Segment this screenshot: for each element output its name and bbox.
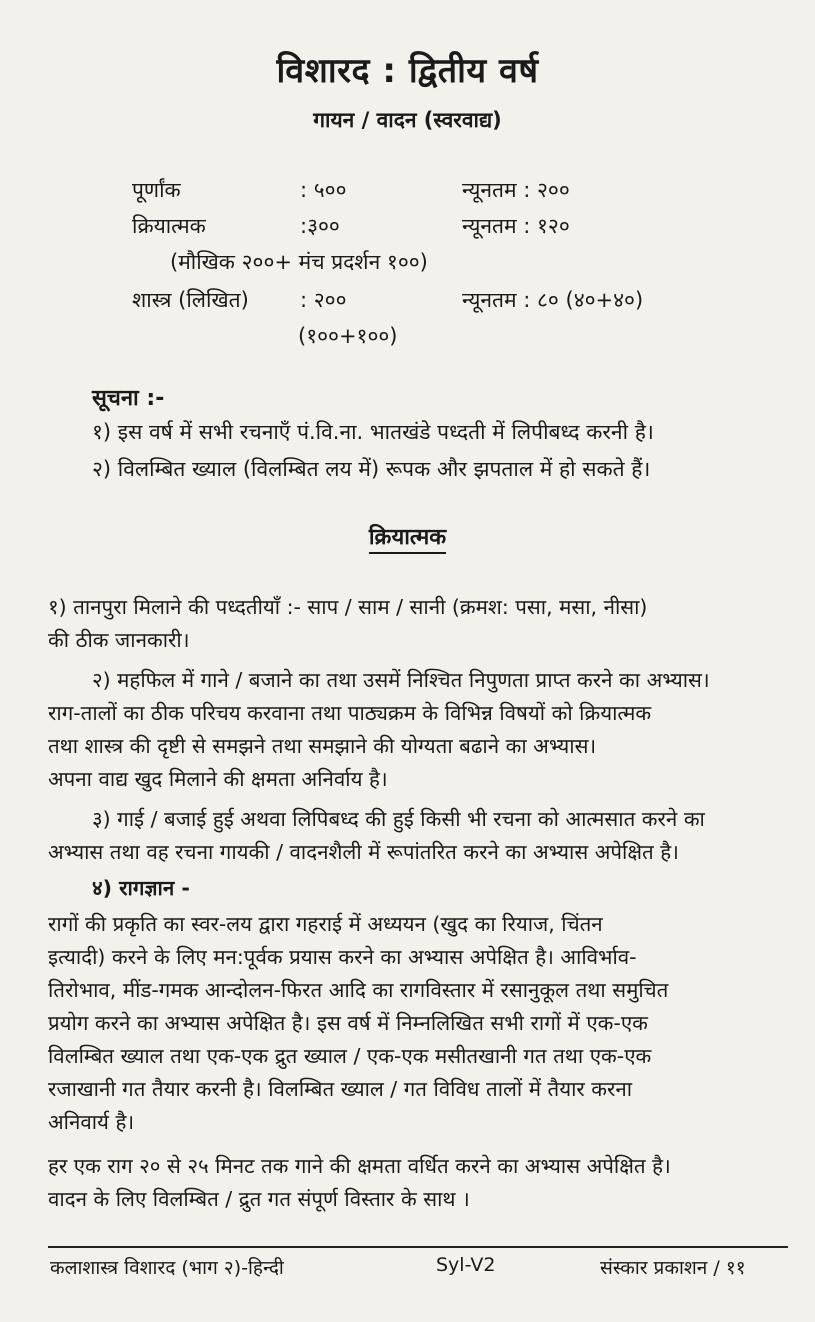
practical-line: १) तानपुरा मिलाने की पध्दतीयाँ :- साप / साम / सानी (क्रमश: पसा, मसा, नीसा): [48, 595, 648, 619]
practical-line: की ठीक जानकारी।: [48, 628, 190, 652]
section-heading-practical: [0, 521, 815, 551]
section-heading-text: क्रियात्मक: [369, 525, 446, 554]
practical-line: ३) गाई / बजाई हुई अथवा लिपिबध्द की हुई किसी भी रचना को आत्मसात करने का: [92, 807, 705, 831]
raga-line: हर एक राग २० से २५ मिनट तक गाने की क्षमता वर्धित करने का अभ्यास अपेक्षित है।: [48, 1154, 671, 1178]
theory-breakup-note: (१००+१००): [298, 324, 398, 348]
marks-value: : ५००: [300, 178, 347, 202]
marks-minimum: न्यूनतम : १२०: [462, 214, 570, 238]
footer-publisher-page: संस्कार प्रकाशन / ११: [600, 1257, 746, 1279]
raga-line: प्रयोग करने का अभ्यास अपेक्षित है। इस वर्ष में निम्नलिखित सभी रागों में एक-एक: [48, 1011, 648, 1035]
marks-value: :३००: [300, 214, 340, 238]
raga-line: रागों की प्रकृति का स्वर-लय द्वारा गहराई में अध्ययन (खुद का रियाज, चिंतन: [48, 912, 603, 936]
raga-line: वादन के लिए विलम्बित / द्रुत गत संपूर्ण विस्तार के साथ ।: [48, 1187, 470, 1211]
practical-line: २) महफिल में गाने / बजाने का तथा उसमें निश्चित निपुणता प्राप्त करने का अभ्यास।: [92, 668, 710, 692]
raga-knowledge-heading: ४) रागज्ञान -: [92, 876, 190, 900]
footer-syllabus-code: Syl-V2: [436, 1254, 496, 1276]
raga-line: अनिवार्य है।: [48, 1110, 135, 1134]
raga-line: विलम्बित ख्याल तथा एक-एक द्रुत ख्याल / एक-एक मसीतखानी गत तथा एक-एक: [48, 1044, 652, 1068]
marks-label: क्रियात्मक: [132, 214, 206, 238]
practical-line: अभ्यास तथा वह रचना गायकी / वादनशैली में रूपांतरित करने का अभ्यास अपेक्षित है।: [48, 840, 679, 864]
page-title: विशारद : द्वितीय वर्ष: [276, 51, 539, 91]
notice-item: १) इस वर्ष में सभी रचनाएँ पं.वि.ना. भातखंडे पध्दती में लिपीबध्द करनी है।: [92, 420, 654, 444]
raga-line: इत्यादी) करने के लिए मन:पूर्वक प्रयास करने का अभ्यास अपेक्षित है। आविर्भाव-: [48, 945, 637, 969]
practical-line: तथा शास्त्र की दृष्टी से समझने तथा समझाने की योग्यता बढाने का अभ्यास।: [48, 734, 597, 758]
marks-label: पूर्णांक: [132, 178, 181, 202]
page-subtitle: गायन / वादन (स्वरवाद्य): [313, 108, 502, 132]
footer-book-title: कलाशास्त्र विशारद (भाग २)-हिन्दी: [50, 1257, 284, 1279]
marks-label: शास्त्र (लिखित): [132, 288, 249, 312]
raga-line: तिरोभाव, मींड-गमक आन्दोलन-फिरत आदि का रागविस्तार में रसानुकूल तथा समुचित: [48, 978, 669, 1002]
footer-divider: [48, 1246, 788, 1248]
notice-item: २) विलम्बित ख्याल (विलम्बित लय में) रूपक और झपताल में हो सकते हैं।: [92, 457, 651, 481]
practical-line: राग-तालों का ठीक परिचय करवाना तथा पाठ्यक्रम के विभिन्न विषयों को क्रियात्मक: [48, 701, 652, 725]
raga-line: रजाखानी गत तैयार करनी है। विलम्बित ख्याल / गत विविध तालों में तैयार करना: [48, 1077, 633, 1101]
notice-heading: सूचना :-: [92, 386, 165, 411]
marks-value: : २००: [300, 288, 347, 312]
marks-minimum: न्यूनतम : ८० (४०+४०): [462, 288, 644, 312]
marks-minimum: न्यूनतम : २००: [462, 178, 570, 202]
practical-line: अपना वाद्य खुद मिलाने की क्षमता अनिर्वाय है।: [48, 767, 388, 791]
practical-breakup-note: (मौखिक २००+ मंच प्रदर्शन १००): [170, 250, 428, 274]
